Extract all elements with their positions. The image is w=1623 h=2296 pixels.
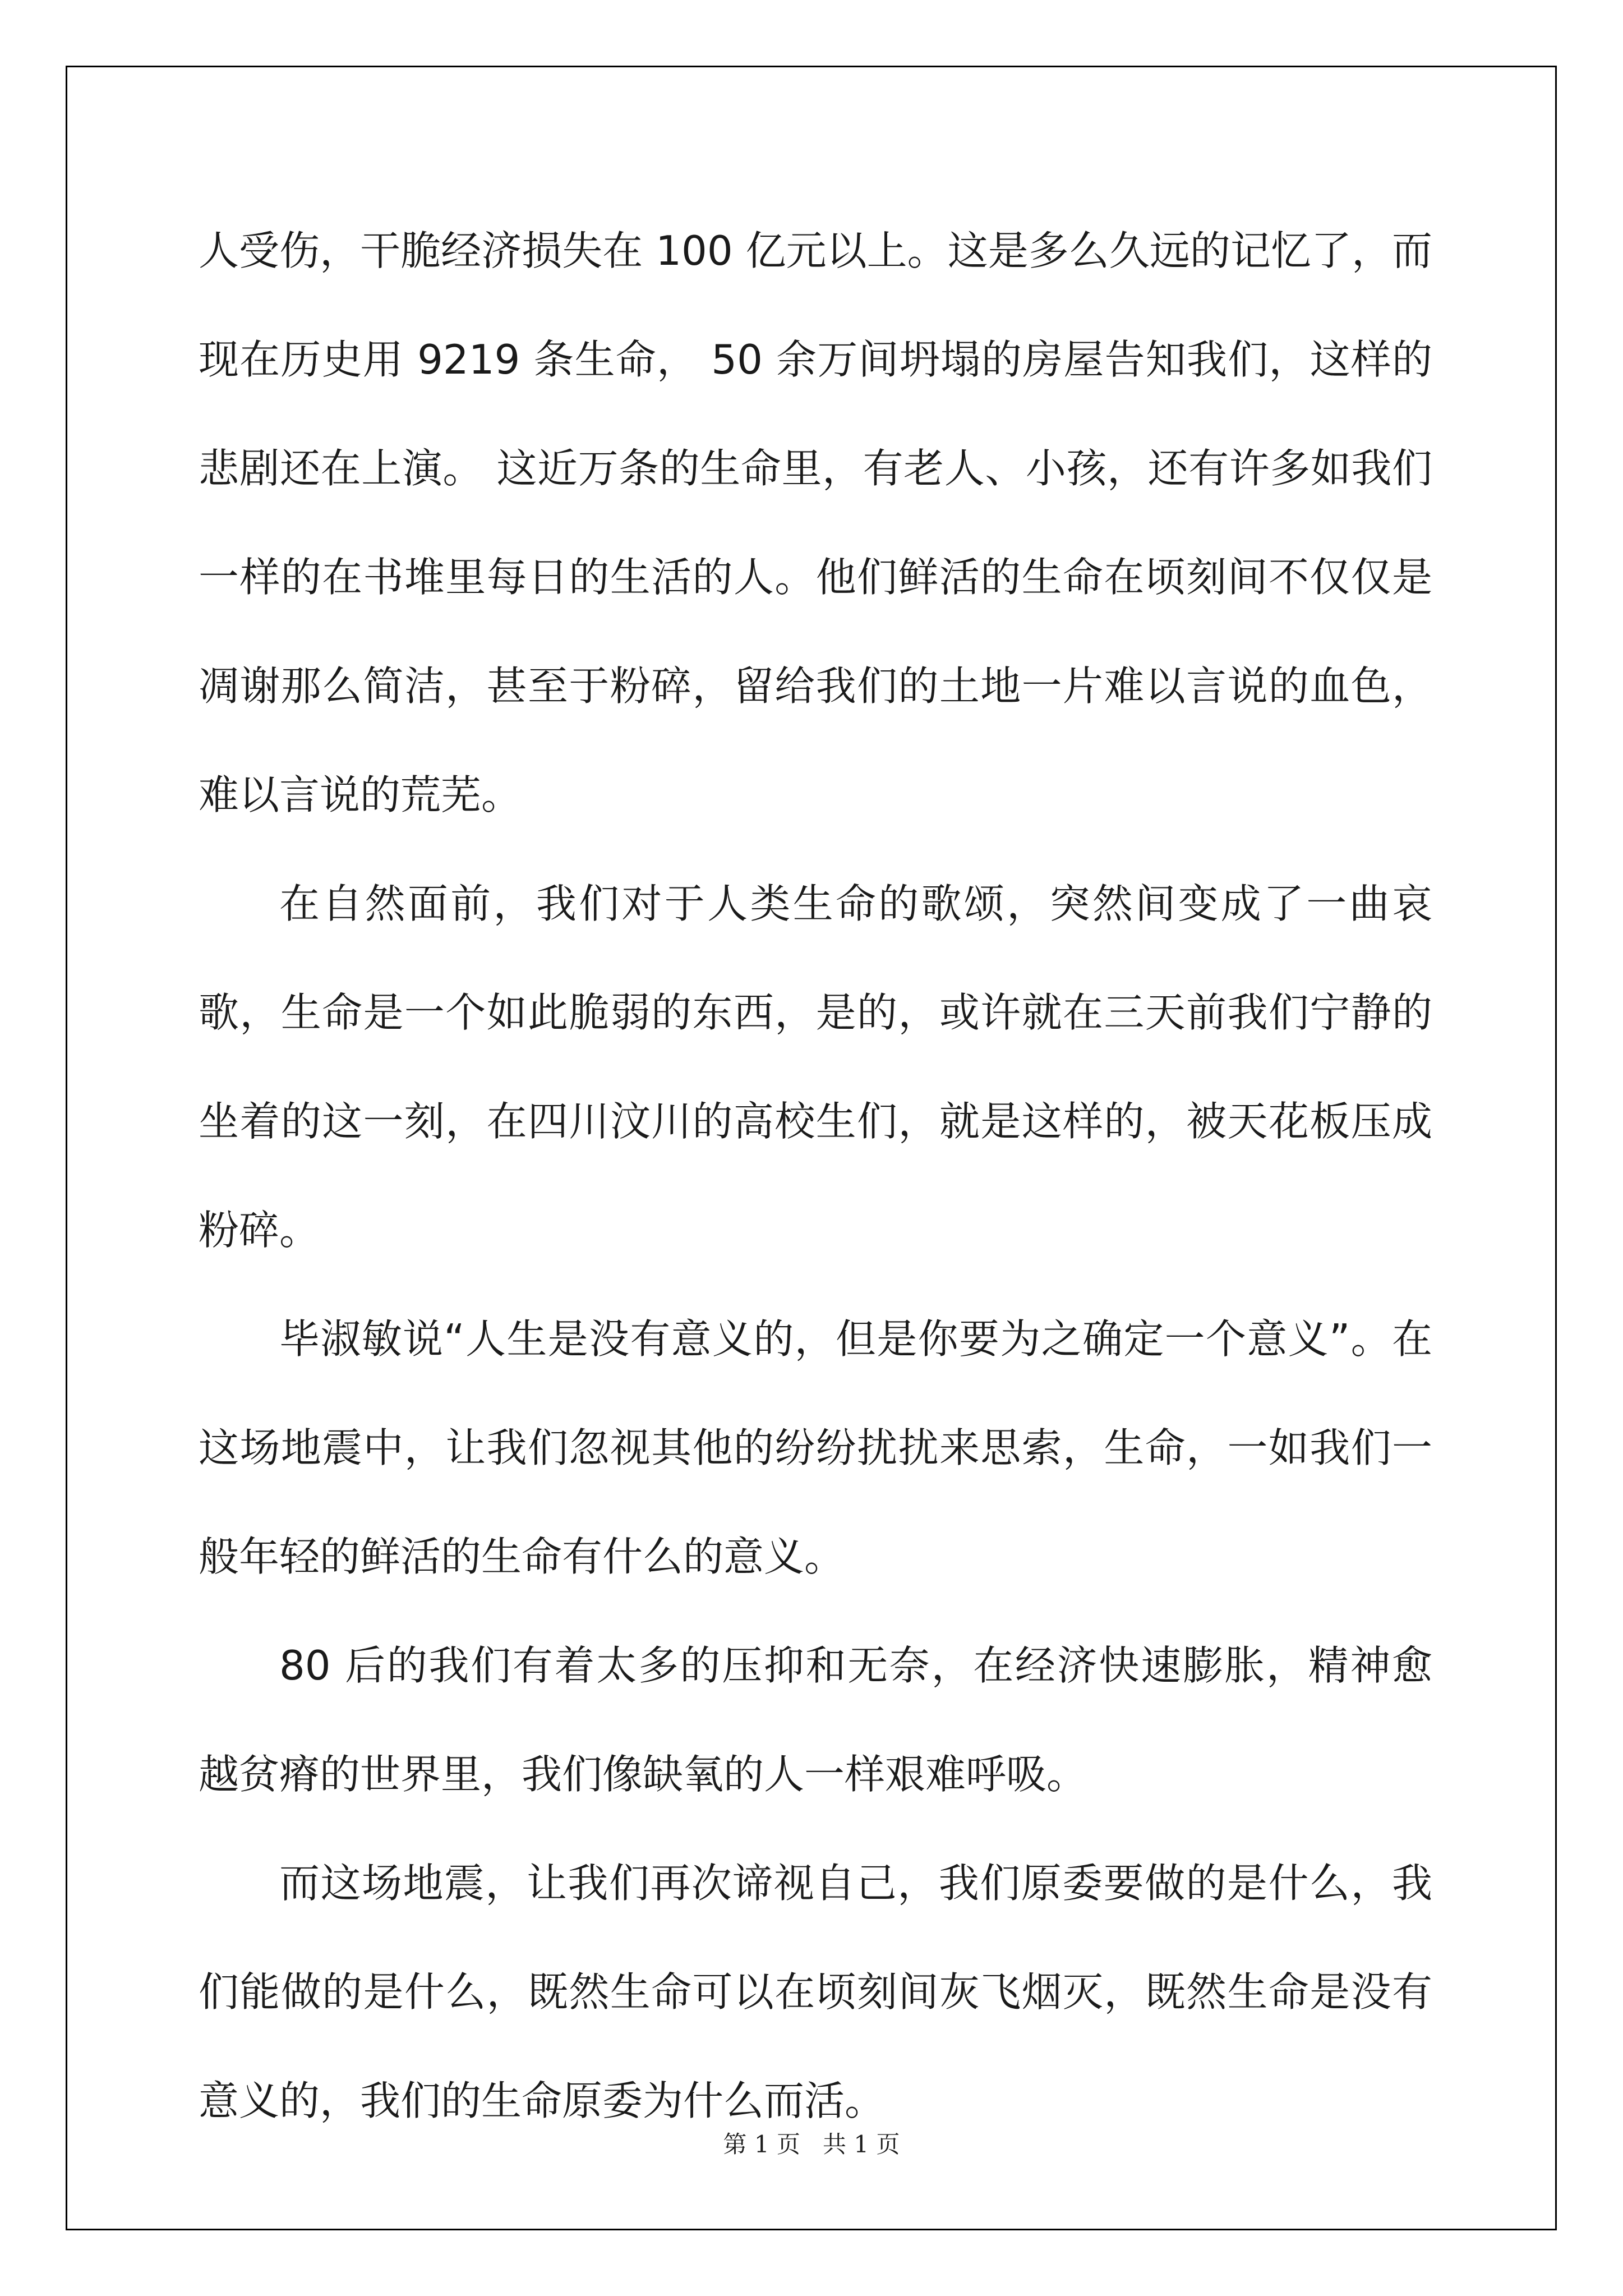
paragraph-1: 人受伤，干脆经济损失在 100 亿元以上。这是多么久远的记忆了，而现在历史用 9219 条生命， 50 余万间坍塌的房屋告知我们，这样的悲剧还在上演。 这近万条的生命里，有老人、小孩，还有许多如我们一样的在书堆里每日的生活的人。他们鲜活的生命在顷刻间不仅仅是凋谢那么简洁，甚至于粉碎，留给我们的土地一片难以言说的血色，难以言说的荒芜。 <box>199 227 1432 818</box>
paragraph-5: 而这场地震，让我们再次谛视自己，我们原委要做的是什么，我们能做的是什么，既然生命可以在顷刻间灰飞烟灭，既然生命是没有意义的，我们的生命原委为什么而活。 <box>199 1860 1432 2124</box>
paragraph-2: 在自然面前，我们对于人类生命的歌颂，突然间变成了一曲哀歌，生命是一个如此脆弱的东西，是的，或许就在三天前我们宁静的坐着的这一刻，在四川汶川的高校生们，就是这样的，被天花板压成粉碎。 <box>199 880 1432 1254</box>
paragraph-3: 毕淑敏说“人生是没有意义的，但是你要为之确定一个意义”。在这场地震中，让我们忽视其他的纷纷扰扰来思索，生命，一如我们一般年轻的鲜活的生命有什么的意义。 <box>199 1315 1432 1580</box>
paragraph-4: 80 后的我们有着太多的压抑和无奈，在经济快速膨胀，精神愈越贫瘠的世界里，我们像缺氧的人一样艰难呼吸。 <box>199 1642 1432 1798</box>
page-number-footer: 第 1 页 共 1 页 <box>723 2131 900 2158</box>
document-body <box>199 196 1432 2155</box>
